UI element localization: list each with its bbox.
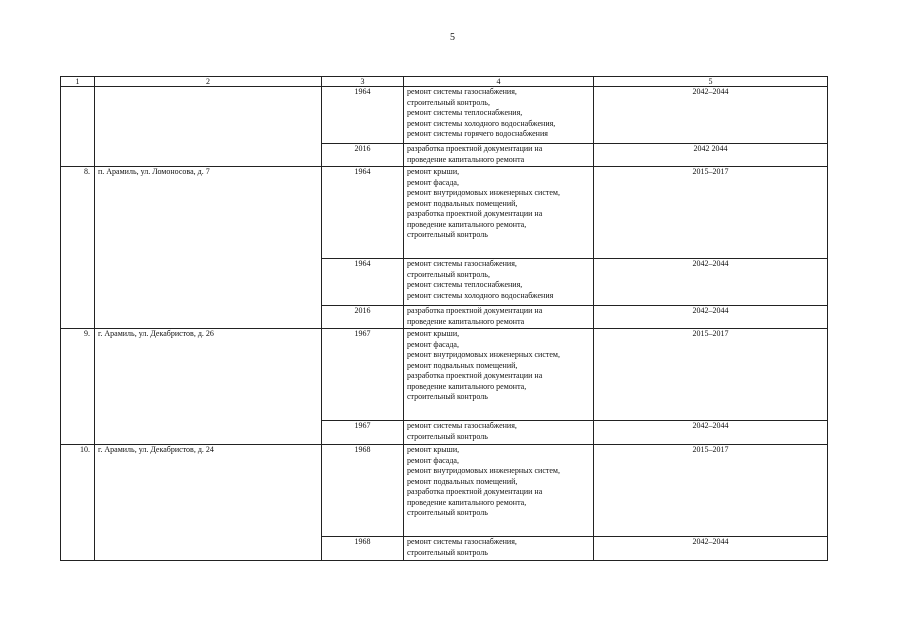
year-cell: 1964	[322, 87, 404, 144]
period-cell: 2015–2017	[594, 167, 828, 259]
year-cell: 1967	[322, 421, 404, 445]
address-cell: г. Арамиль, ул. Декабристов, д. 24	[95, 445, 322, 561]
work-item: ремонт подвальных помещений,	[407, 476, 518, 486]
work-item: ремонт фасада,	[407, 177, 459, 187]
period-cell: 2015–2017	[594, 329, 828, 421]
item-number-cell	[61, 87, 95, 167]
column-header: 1	[61, 77, 95, 87]
work-item: ремонт системы газоснабжения,	[407, 87, 517, 96]
work-item: проведение капитального ремонта,	[407, 381, 527, 391]
work-item: ремонт системы холодного водоснабжения,	[407, 118, 556, 128]
work-item: строительный контроль	[407, 508, 488, 517]
work-item: ремонт крыши,	[407, 167, 460, 176]
works-cell	[404, 306, 594, 329]
work-item: ремонт внутридомовых инженерных систем,	[407, 350, 560, 359]
work-item: ремонт крыши,	[407, 329, 460, 338]
page-number: 5	[450, 32, 455, 43]
item-number-cell: 9.	[61, 329, 95, 445]
period-cell: 2042–2044	[594, 87, 828, 144]
work-item: разработка проектной документации на	[407, 306, 543, 315]
year-cell: 1968	[322, 445, 404, 537]
works-cell	[404, 445, 594, 537]
column-header: 4	[404, 77, 594, 87]
period-cell: 2042–2044	[594, 306, 828, 329]
item-number-cell: 8.	[61, 167, 95, 329]
year-cell: 2016	[322, 306, 404, 329]
table-row	[61, 167, 828, 259]
column-number-row	[61, 77, 828, 87]
period-cell: 2042–2044	[594, 537, 828, 561]
work-item: ремонт фасада,	[407, 339, 459, 349]
column-header: 5	[594, 77, 828, 87]
work-item: ремонт внутридомовых инженерных систем,	[407, 188, 560, 197]
year-cell: 1964	[322, 167, 404, 259]
work-item: строительный контроль,	[407, 269, 490, 279]
address-cell: г. Арамиль, ул. Декабристов, д. 26	[95, 329, 322, 445]
work-item: ремонт системы газоснабжения,	[407, 421, 517, 430]
period-cell: 2042–2044	[594, 421, 828, 445]
table-row	[61, 87, 828, 144]
works-cell	[404, 259, 594, 306]
column-header: 3	[322, 77, 404, 87]
works-cell	[404, 87, 594, 144]
works-cell	[404, 167, 594, 259]
work-item: проведение капитального ремонта	[407, 316, 525, 326]
column-header: 2	[95, 77, 322, 87]
work-item: разработка проектной документации на	[407, 487, 543, 496]
period-cell: 2015–2017	[594, 445, 828, 537]
work-item: ремонт крыши,	[407, 445, 460, 454]
work-item: ремонт подвальных помещений,	[407, 360, 518, 370]
work-item: разработка проектной документации на	[407, 144, 543, 153]
repair-schedule-table	[60, 76, 828, 561]
work-item: ремонт системы теплоснабжения,	[407, 280, 523, 289]
work-item: строительный контроль	[407, 431, 488, 441]
period-cell: 2042–2044	[594, 259, 828, 306]
work-item: ремонт фасада,	[407, 455, 459, 465]
work-item: проведение капитального ремонта	[407, 154, 525, 164]
address-cell	[95, 87, 322, 167]
work-item: разработка проектной документации на	[407, 209, 543, 218]
works-cell	[404, 421, 594, 445]
work-item: проведение капитального ремонта,	[407, 497, 527, 507]
work-item: ремонт внутридомовых инженерных систем,	[407, 466, 560, 475]
works-cell	[404, 329, 594, 421]
year-cell: 2016	[322, 144, 404, 167]
work-item: строительный контроль,	[407, 97, 490, 107]
year-cell: 1964	[322, 259, 404, 306]
work-item: проведение капитального ремонта,	[407, 219, 527, 229]
table-row	[61, 329, 828, 421]
address-cell: п. Арамиль, ул. Ломоносова, д. 7	[95, 167, 322, 329]
work-item: разработка проектной документации на	[407, 371, 543, 380]
work-item: ремонт системы холодного водоснабжения	[407, 290, 554, 300]
period-cell: 2042 2044	[594, 144, 828, 167]
work-item: строительный контроль	[407, 230, 488, 239]
work-item: строительный контроль	[407, 392, 488, 401]
works-cell	[404, 537, 594, 561]
table-row	[61, 445, 828, 537]
work-item: ремонт подвальных помещений,	[407, 198, 518, 208]
work-item: ремонт системы горячего водоснабжения	[407, 129, 548, 138]
work-item: ремонт системы газоснабжения,	[407, 259, 517, 268]
item-number-cell: 10.	[61, 445, 95, 561]
year-cell: 1967	[322, 329, 404, 421]
work-item: строительный контроль	[407, 547, 488, 557]
year-cell: 1968	[322, 537, 404, 561]
work-item: ремонт системы теплоснабжения,	[407, 108, 523, 117]
work-item: ремонт системы газоснабжения,	[407, 537, 517, 546]
works-cell	[404, 144, 594, 167]
